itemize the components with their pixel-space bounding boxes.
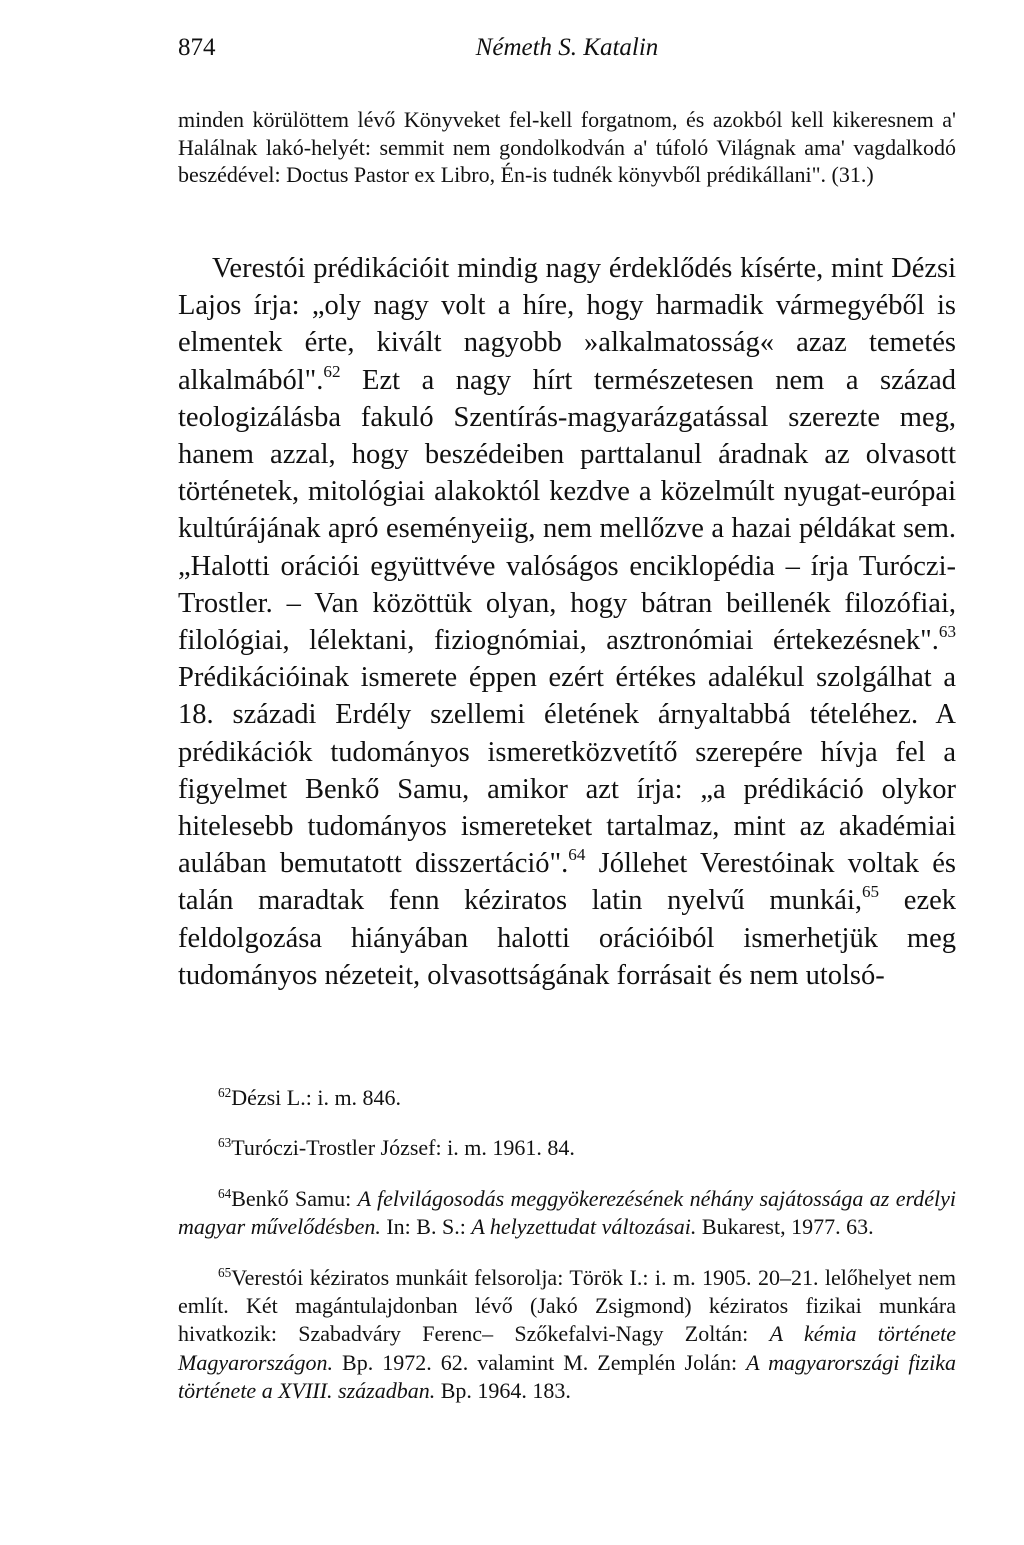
- footnote-text: Bukarest, 1977. 63.: [696, 1214, 874, 1240]
- footnote-text: Bp. 1972. 62. valamint M. Zemplén Jolán:: [333, 1349, 747, 1375]
- footnote-mark: 65: [218, 1264, 232, 1280]
- body-sentence-4: Jóllehet Verestóinak voltak és talán maradtak fenn kéziratos latin nyelvű munkái,: [178, 848, 956, 917]
- page-number: 874: [178, 34, 216, 61]
- footnote-text: Dézsi L.: i. m. 846.: [231, 1085, 402, 1110]
- footnote-mark: 62: [218, 1085, 232, 1101]
- footnote-ref-65: 65: [862, 882, 880, 902]
- footnote-title: A magyarországi fizika története a XVIII. században.: [178, 1349, 956, 1404]
- footnote-ref-63: 63: [938, 622, 956, 642]
- footnote-ref-64: 64: [568, 845, 586, 865]
- footnote-text: Bp. 1964. 183.: [435, 1378, 571, 1404]
- block-quote: [178, 106, 956, 189]
- footnote-62: [178, 1084, 956, 1112]
- footnote-title: A helyzettudat változásai.: [471, 1214, 697, 1240]
- body-paragraph: [178, 250, 956, 994]
- footnote-text: In: B. S.:: [380, 1214, 472, 1240]
- footnote-65: [178, 1264, 956, 1406]
- page-header: [178, 34, 956, 70]
- footnote-63: [178, 1134, 956, 1162]
- footnotes: [178, 1062, 956, 1428]
- footnote-ref-62: 62: [323, 361, 341, 381]
- footnote-text: Turóczi-Trostler József: i. m. 1961. 84.: [231, 1135, 575, 1161]
- footnote-mark: 64: [218, 1185, 232, 1201]
- footnote-title: A kémia története Magyarországon.: [178, 1321, 956, 1375]
- footnote-64: [178, 1185, 956, 1242]
- footnote-title: A felvilágosodás meggyökerezésének néhány sajátossága az erdélyi magyar művelődésben.: [178, 1185, 956, 1240]
- body-sentence-3: Prédikációinak ismerete éppen ezért értékes adalékul szolgálhat a 18. századi Erdély szellemi életének árnyaltabbá tételéhez. A prédikációk tudományos ismeretközvetítő szerepére hívja fel a figyelmet Benkő Samu, amikor azt írja: „a prédikáció olykor hitelesebb tudományos ismereteket tartalmaz, mint az akadémiai aulában bemutatott disszertáció".: [178, 662, 956, 880]
- footnote-author: Benkő Samu:: [231, 1185, 358, 1211]
- body-sentence-5: ezek feldolgozása hiányában halotti orációiból ismerhetjük meg tudományos nézeteit, olvasottságának forrásait és nem utolsó-: [178, 885, 956, 991]
- quote-text: minden körülöttem lévő Könyveket fel-kell forgatnom, és azokból kell kikeresnem a' Halálnak lakó-helyét: semmit nem gondolkodván a' túfoló Világnak ama' vagdalkodó beszédével: Doctus Pastor ex Libro, Én-is tudnék könyvből prédikállani". (31.): [178, 107, 956, 187]
- body-text: [178, 250, 956, 994]
- running-title: Németh S. Katalin: [475, 34, 659, 61]
- body-sentence-1: Verestói prédikációit mindig nagy érdeklődés kísérte, mint Dézsi Lajos írja: „oly nagy volt a híre, hogy harmadik vármegyéből is elmentek érte, kivált nagyobb »alkalmatosság« azaz temetés alkalmából".: [178, 253, 956, 396]
- footnote-text: Verestói kéziratos munkáit felsorolja: Török I.: i. m. 1905. 20–21. lelőhelyet nem említ. Két magántulajdonban lévő (Jakó Zsigmond) kéziratos fizikai munkára hivatkozik: Szabadváry Ferenc– Szőkefalvi-Nagy Zoltán:: [178, 1264, 956, 1347]
- footnote-mark: 63: [218, 1135, 232, 1151]
- body-sentence-2: Ezt a nagy hírt természetesen nem a század teologizálásba fakuló Szentírás-magyarázgatással szerezte meg, hanem azzal, hogy beszédeiben parttalanul áradnak az olvasott történetek, mitológiai alakoktól kezdve a közelmúlt nyugat-európai kultúrájának apró eseményeiig, nem mellőzve a hazai példákat sem. „Halotti orációi együttvéve valóságos enciklopédia – írja Turóczi-Trostler. – Van közöttük olyan, hogy bátran beillenék filozófiai, filológiai, lélektani, fiziognómiai, asztronómiai értekezésnek".: [178, 364, 956, 657]
